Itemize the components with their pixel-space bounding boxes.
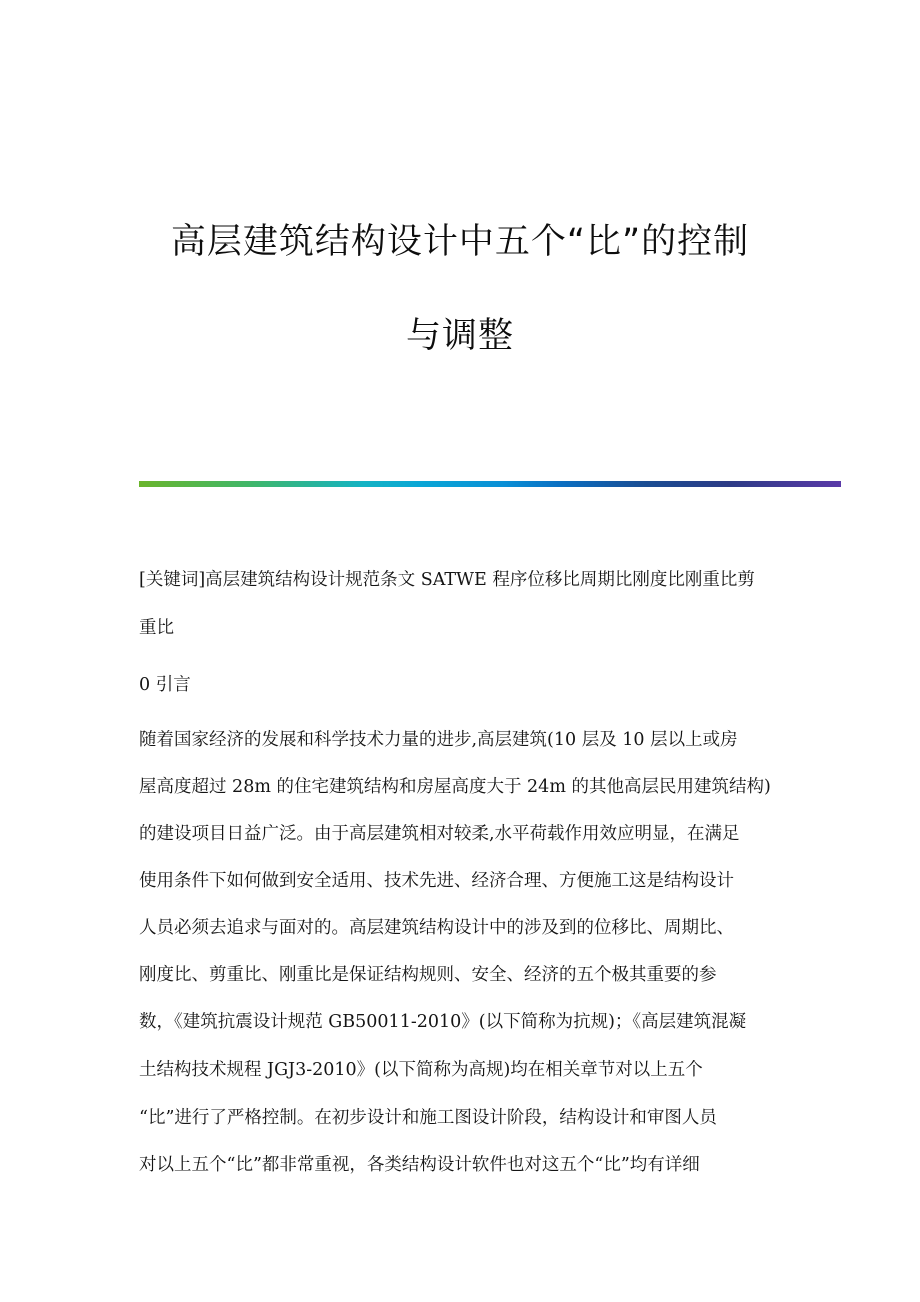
gradient-divider [139,481,841,487]
paragraph-line: 数，《建筑抗震设计规范 GB50011-2010》(以下简称为抗规)；《高层建筑混凝 [139,1012,747,1032]
keywords-line-2: 重比 [139,618,174,638]
paragraph-line: 的建设项目日益广泛。由于高层建筑相对较柔,水平荷载作用效应明显，在满足 [139,824,740,844]
document-title-line-1: 高层建筑结构设计中五个“比”的控制 [170,222,750,262]
paragraph-line: 屋高度超过 28m 的住宅建筑结构和房屋高度大于 24m 的其他高层民用建筑结构) [139,777,771,797]
paragraph-line: 随着国家经济的发展和科学技术力量的进步,高层建筑(10 层及 10 层以上或房 [139,730,738,750]
section-heading-introduction: 0 引言 [139,675,191,695]
paragraph-line: “比”进行了严格控制。在初步设计和施工图设计阶段，结构设计和审图人员 [139,1108,717,1128]
document-title-line-2: 与调整 [405,316,514,356]
paragraph-line: 土结构技术规程 JGJ3-2010》(以下简称为高规)均在相关章节对以上五个 [139,1060,703,1080]
paragraph-line: 刚度比、剪重比、刚重比是保证结构规则、安全、经济的五个极其重要的参 [139,965,717,985]
paragraph-line: 人员必须去追求与面对的。高层建筑结构设计中的涉及到的位移比、周期比、 [139,918,734,938]
paragraph-line: 使用条件下如何做到安全适用、技术先进、经济合理、方便施工这是结构设计 [139,871,734,891]
keywords-line-1: [关键词]高层建筑结构设计规范条文 SATWE 程序位移比周期比刚度比刚重比剪 [139,570,755,590]
paragraph-line: 对以上五个“比”都非常重视，各类结构设计软件也对这五个“比”均有详细 [139,1155,700,1175]
